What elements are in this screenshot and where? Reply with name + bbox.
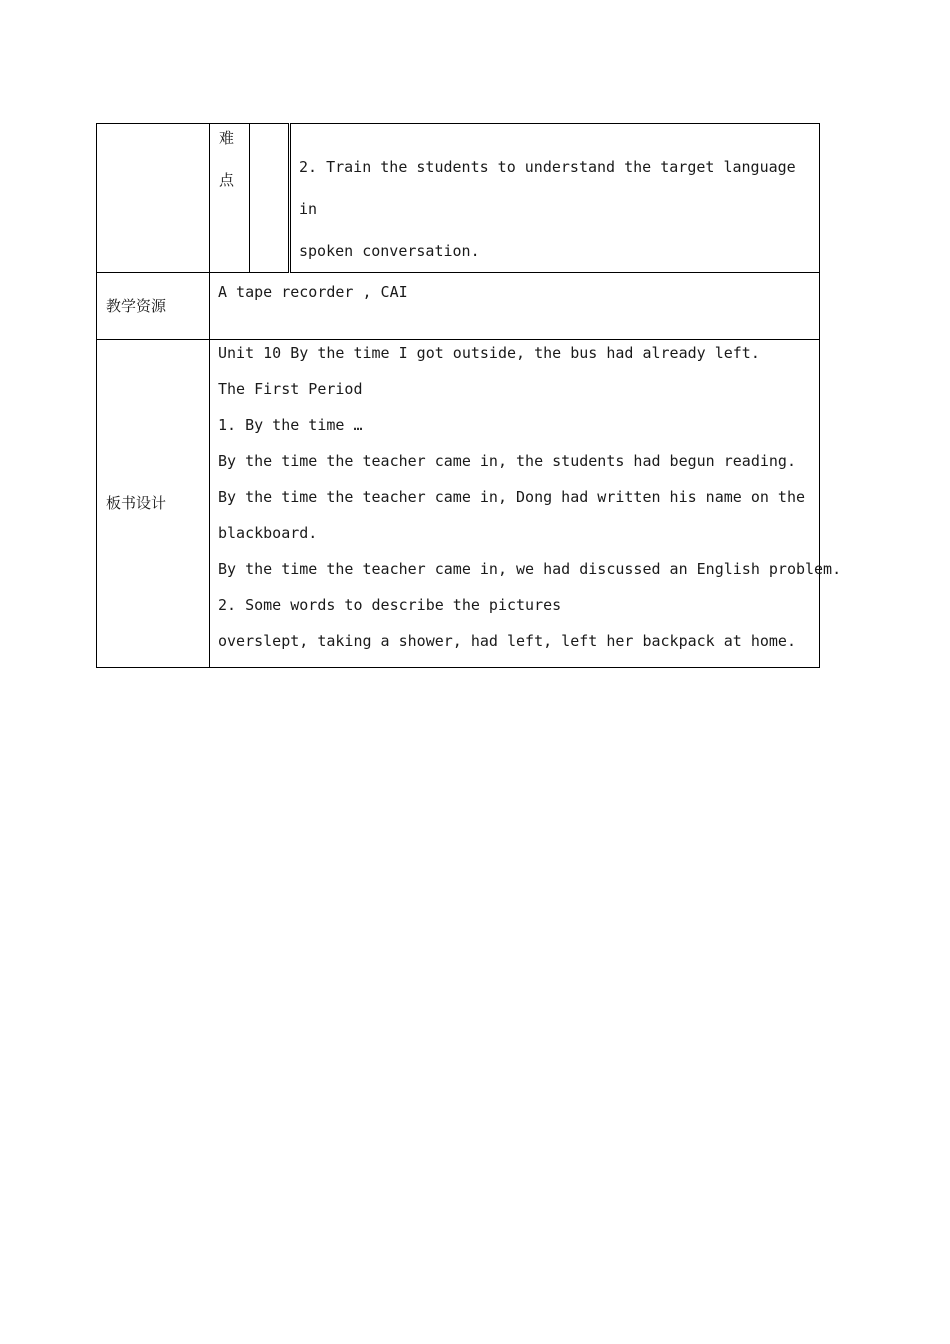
board-line: The First Period xyxy=(218,380,363,398)
board-line: By the time the teacher came in, the students had begun reading. xyxy=(218,452,796,470)
difficulty-row xyxy=(97,124,820,273)
board-design-row xyxy=(97,340,820,668)
difficulty-label xyxy=(210,124,250,273)
board-design-label: 板书设计 xyxy=(97,340,210,668)
board-line: overslept, taking a shower, had left, left her backpack at home. xyxy=(218,632,796,650)
difficulty-content xyxy=(290,124,820,273)
empty-category-cell xyxy=(97,124,210,273)
lesson-plan-table xyxy=(96,123,842,668)
difficulty-label-char-2: 点 xyxy=(219,171,235,189)
board-line: 1. By the time … xyxy=(218,416,363,434)
board-line: blackboard. xyxy=(218,524,318,542)
difficulty-label-char-1: 难 xyxy=(219,129,235,147)
resources-row xyxy=(97,273,820,340)
board-line: By the time the teacher came in, we had discussed an English problem. xyxy=(218,560,842,578)
resources-content: A tape recorder , CAI xyxy=(210,273,820,340)
resources-label: 教学资源 xyxy=(97,273,210,340)
empty-spacer-cell xyxy=(250,124,290,273)
board-line: 2. Some words to describe the pictures xyxy=(218,596,562,614)
board-design-content xyxy=(210,340,842,668)
difficulty-text-line-1: 2. Train the students to understand the target language in xyxy=(299,158,796,218)
difficulty-text-line-2: spoken conversation. xyxy=(299,242,480,260)
board-line: Unit 10 By the time I got outside, the bus had already left. xyxy=(218,344,760,362)
board-line: By the time the teacher came in, Dong had written his name on the xyxy=(218,488,805,506)
